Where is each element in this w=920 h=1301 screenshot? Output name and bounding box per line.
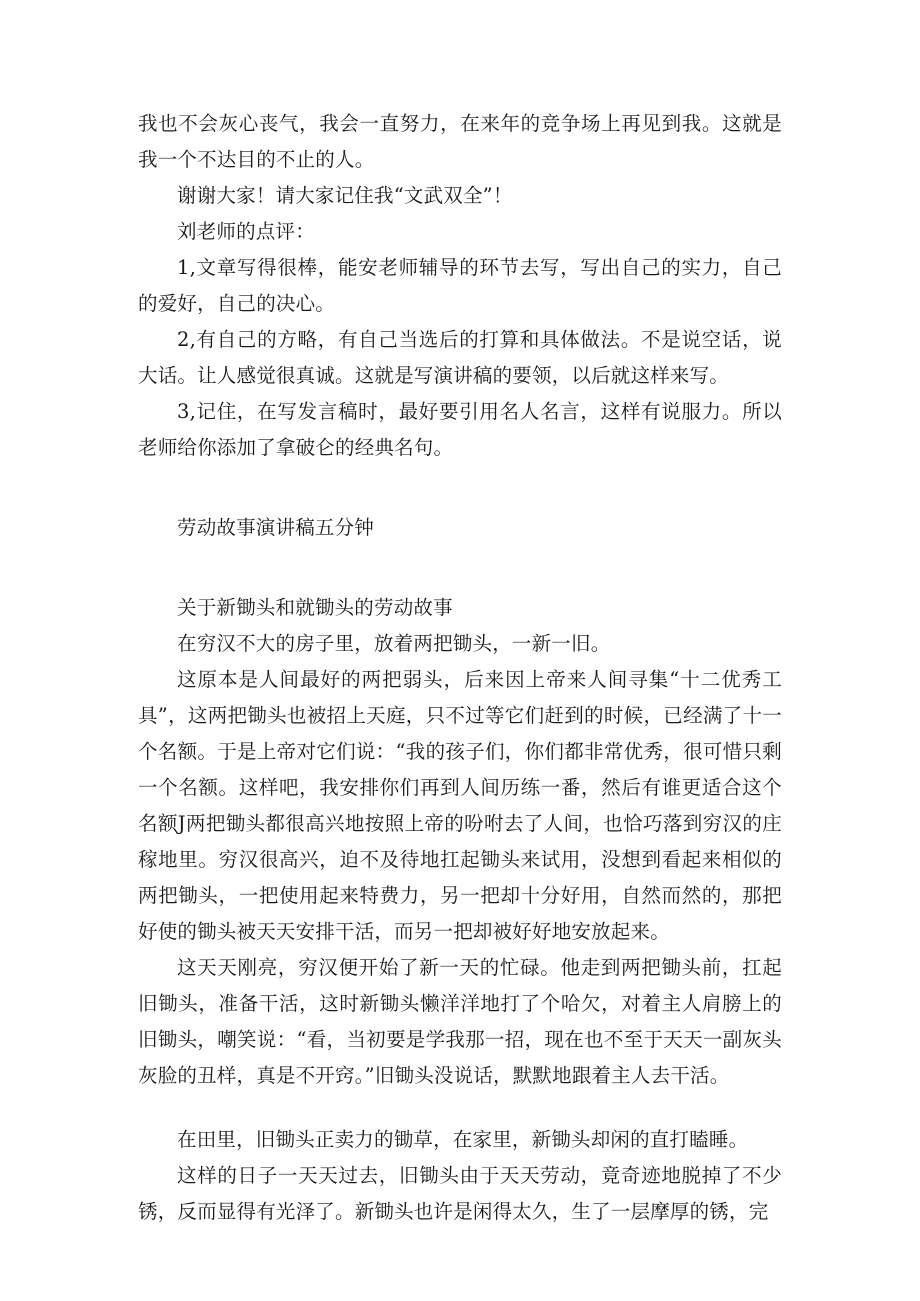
document-page [138,106,782,1230]
paragraph-thanks: 谢谢大家！请大家记住我“文武双全”！ [177,184,513,207]
paragraph-comment-3: 3,记住，在写发言稿时，最好要引用名人名言，这样有说服力。所以老师给你添加了拿破仑的经典名句。 [138,400,782,459]
paragraph-comment-label: 刘老师的点评： [177,220,315,243]
paragraph-comment-2: 2,有自己的方略，有自己当选后的打算和具体做法。不是说空话，说大话。让人感觉很真诚。这就是写演讲稿的要领，以后就这样来写。 [138,328,782,387]
story-paragraph-3: 这天天刚亮，穷汉便开始了新一天的忙碌。他走到两把锄头前，扛起旧锄头，准备干活，这时新锄头懒洋洋地打了个哈欠，对着主人肩膀上的旧锄头，嘲笑说：“看，当初要是学我那一招，现在也不至于天天一副灰头灰脸的丑样，真是不开窍。”旧锄头没说话，默默地跟着主人去干活。 [138,956,782,1087]
story-paragraph-2: 这原本是人间最好的两把弱头，后来因上帝来人间寻集“十二优秀工具”，这两把锄头也被招上天庭，只不过等它们赶到的时候，已经满了十一个名额。于是上帝对它们说：“我的孩子们，你们都非常优秀，很可惜只剩一个名额。这样吧，我安排你们再到人间历练一番，然后有谁更适合这个名额J两把锄头都很高兴地按照上帝的吩咐去了人间，也恰巧落到穷汉的庄稼地里。穷汉很高兴，迫不及待地扛起锄头来试用，没想到看起来相似的两把锄头，一把使用起来特费力，另一把却十分好用，自然而然的，那把好使的锄头被天天安排干活，而另一把却被好好地安放起来。 [138,668,782,943]
story-paragraph-1: 在穷汉不大的房子里，放着两把锄头，一新一旧。 [177,632,611,655]
story-subtitle: 关于新锄头和就锄头的劳动故事 [177,596,453,619]
story-paragraph-5: 这样的日子一天天过去，旧锄头由于天天劳动，竟奇迹地脱掉了不少锈，反而显得有光泽了。新锄头也许是闲得太久，生了一层摩厚的锈，完 [138,1164,782,1223]
story-paragraph-4: 在田里，旧锄头正卖力的锄草，在家里，新锄头却闲的直打瞌睡。 [177,1128,749,1151]
section-heading: 劳动故事演讲稿五分钟 [177,516,375,539]
paragraph-comment-1: 1,文章写得很棒，能安老师辅导的环节去写，写出自己的实力，自己的爱好，自己的决心。 [138,256,782,315]
paragraph-closing-remark: 我也不会灰心丧气，我会一直努力，在来年的竞争场上再见到我。这就是我一个不达目的不止的人。 [138,112,782,171]
